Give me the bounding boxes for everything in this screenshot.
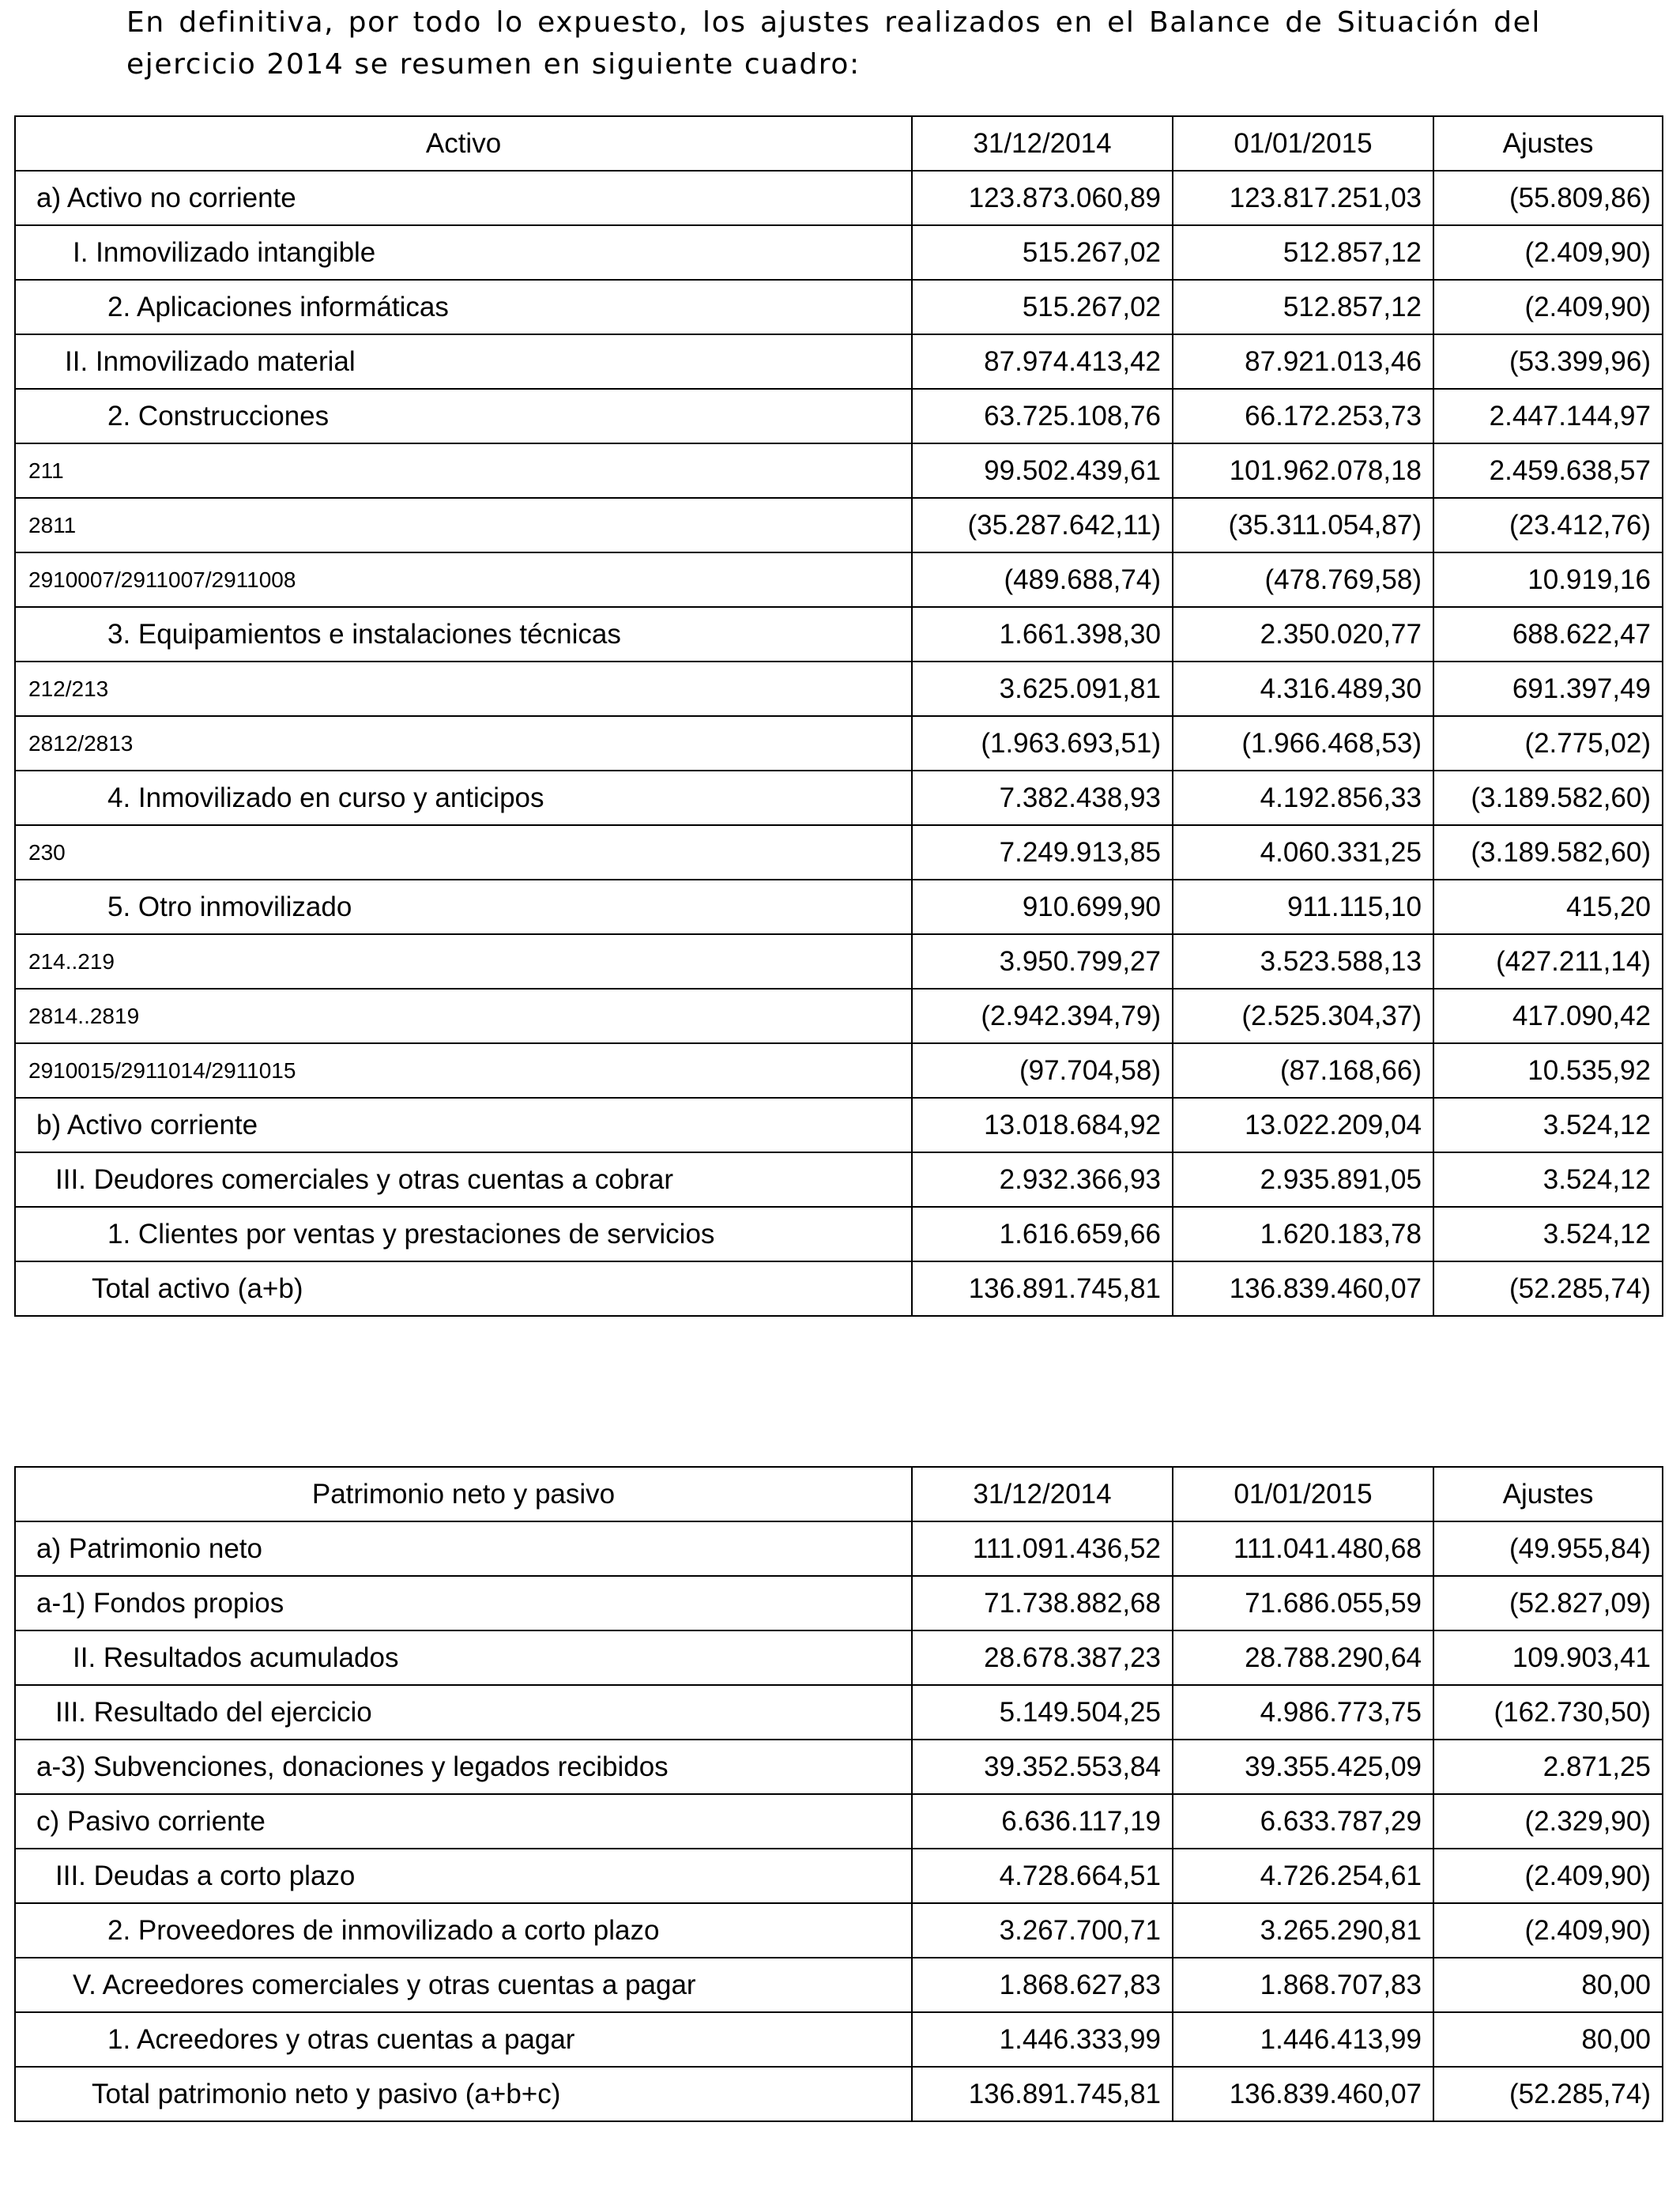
row-label: 2. Aplicaciones informáticas — [15, 280, 912, 334]
value-2014: (97.704,58) — [912, 1043, 1173, 1098]
table-row — [15, 1794, 1663, 1849]
value-ajuste: (162.730,50) — [1433, 1685, 1663, 1740]
table-row — [15, 607, 1663, 662]
table-row — [15, 1043, 1663, 1098]
row-label: III. Deudores comerciales y otras cuentas a cobrar — [15, 1152, 912, 1207]
value-2015: 911.115,10 — [1173, 880, 1433, 934]
row-label: c) Pasivo corriente — [15, 1794, 912, 1849]
value-2015: 2.350.020,77 — [1173, 607, 1433, 662]
table-row — [15, 880, 1663, 934]
value-2015: 123.817.251,03 — [1173, 171, 1433, 225]
table-row — [15, 1261, 1663, 1316]
table-row — [15, 443, 1663, 498]
value-2014: 13.018.684,92 — [912, 1098, 1173, 1152]
value-2015: 3.523.588,13 — [1173, 934, 1433, 989]
value-2014: 123.873.060,89 — [912, 171, 1173, 225]
row-label: 3. Equipamientos e instalaciones técnicas — [15, 607, 912, 662]
value-ajuste: 688.622,47 — [1433, 607, 1663, 662]
value-ajuste: (55.809,86) — [1433, 171, 1663, 225]
value-2015: 512.857,12 — [1173, 280, 1433, 334]
table-row — [15, 662, 1663, 716]
value-ajuste: (2.409,90) — [1433, 225, 1663, 280]
value-2014: 3.625.091,81 — [912, 662, 1173, 716]
table-row — [15, 825, 1663, 880]
table-row — [15, 1152, 1663, 1207]
value-ajuste: 2.447.144,97 — [1433, 389, 1663, 443]
value-2014: 87.974.413,42 — [912, 334, 1173, 389]
table-row — [15, 552, 1663, 607]
value-2014: 7.382.438,93 — [912, 771, 1173, 825]
header-ajustes: Ajustes — [1433, 116, 1663, 171]
activo-header-row — [15, 116, 1663, 171]
value-2014: 39.352.553,84 — [912, 1740, 1173, 1794]
value-2015: (1.966.468,53) — [1173, 716, 1433, 771]
value-2014: 3.267.700,71 — [912, 1903, 1173, 1958]
value-ajuste: (3.189.582,60) — [1433, 771, 1663, 825]
value-2015: 4.726.254,61 — [1173, 1849, 1433, 1903]
row-label: III. Deudas a corto plazo — [15, 1849, 912, 1903]
value-2014: 63.725.108,76 — [912, 389, 1173, 443]
value-2014: 1.868.627,83 — [912, 1958, 1173, 2012]
value-2014: 515.267,02 — [912, 225, 1173, 280]
table-row — [15, 2012, 1663, 2067]
value-ajuste: 10.535,92 — [1433, 1043, 1663, 1098]
row-label: 2812/2813 — [15, 716, 912, 771]
table-row — [15, 1630, 1663, 1685]
row-label: 1. Acreedores y otras cuentas a pagar — [15, 2012, 912, 2067]
value-2015: (35.311.054,87) — [1173, 498, 1433, 552]
row-label: 2910007/2911007/2911008 — [15, 552, 912, 607]
row-label: Total activo (a+b) — [15, 1261, 912, 1316]
value-2015: 2.935.891,05 — [1173, 1152, 1433, 1207]
row-label: a-1) Fondos propios — [15, 1576, 912, 1630]
row-label: 2814..2819 — [15, 989, 912, 1043]
value-2015: 512.857,12 — [1173, 225, 1433, 280]
row-label: 214..219 — [15, 934, 912, 989]
row-label: 4. Inmovilizado en curso y anticipos — [15, 771, 912, 825]
value-2014: 6.636.117,19 — [912, 1794, 1173, 1849]
table-row — [15, 934, 1663, 989]
value-2014: 136.891.745,81 — [912, 1261, 1173, 1316]
value-2015: 111.041.480,68 — [1173, 1521, 1433, 1576]
row-label: 2910015/2911014/2911015 — [15, 1043, 912, 1098]
header-patrimonio: Patrimonio neto y pasivo — [15, 1467, 912, 1521]
value-2014: 1.446.333,99 — [912, 2012, 1173, 2067]
pasivo-table — [14, 1466, 1663, 2122]
value-2015: 3.265.290,81 — [1173, 1903, 1433, 1958]
value-2014: 2.932.366,93 — [912, 1152, 1173, 1207]
value-2015: 1.446.413,99 — [1173, 2012, 1433, 2067]
table-row — [15, 1903, 1663, 1958]
activo-table-body — [15, 171, 1663, 1316]
value-2014: 7.249.913,85 — [912, 825, 1173, 880]
value-2015: 101.962.078,18 — [1173, 443, 1433, 498]
value-ajuste: (3.189.582,60) — [1433, 825, 1663, 880]
table-row — [15, 771, 1663, 825]
table-row — [15, 1958, 1663, 2012]
value-2015: 4.060.331,25 — [1173, 825, 1433, 880]
table-row — [15, 334, 1663, 389]
value-ajuste: (52.285,74) — [1433, 1261, 1663, 1316]
value-2015: 71.686.055,59 — [1173, 1576, 1433, 1630]
row-label: a) Activo no corriente — [15, 171, 912, 225]
row-label: 2. Proveedores de inmovilizado a corto plazo — [15, 1903, 912, 1958]
value-2015: 136.839.460,07 — [1173, 2067, 1433, 2121]
header-date-2014: 31/12/2014 — [912, 1467, 1173, 1521]
row-label: a-3) Subvenciones, donaciones y legados recibidos — [15, 1740, 912, 1794]
header-date-2015: 01/01/2015 — [1173, 116, 1433, 171]
value-ajuste: (53.399,96) — [1433, 334, 1663, 389]
value-2014: 515.267,02 — [912, 280, 1173, 334]
value-2015: 28.788.290,64 — [1173, 1630, 1433, 1685]
table-row — [15, 2067, 1663, 2121]
value-2014: 71.738.882,68 — [912, 1576, 1173, 1630]
row-label: 2811 — [15, 498, 912, 552]
table-row — [15, 498, 1663, 552]
table-row — [15, 1098, 1663, 1152]
row-label: 212/213 — [15, 662, 912, 716]
value-ajuste: (49.955,84) — [1433, 1521, 1663, 1576]
value-2014: (489.688,74) — [912, 552, 1173, 607]
table-row — [15, 280, 1663, 334]
value-2015: 39.355.425,09 — [1173, 1740, 1433, 1794]
value-ajuste: 2.459.638,57 — [1433, 443, 1663, 498]
activo-table — [14, 115, 1663, 1317]
value-2014: 5.149.504,25 — [912, 1685, 1173, 1740]
value-2015: 66.172.253,73 — [1173, 389, 1433, 443]
value-2014: 1.661.398,30 — [912, 607, 1173, 662]
value-2015: 4.192.856,33 — [1173, 771, 1433, 825]
value-2015: (87.168,66) — [1173, 1043, 1433, 1098]
value-ajuste: (2.409,90) — [1433, 1849, 1663, 1903]
value-2014: 910.699,90 — [912, 880, 1173, 934]
header-date-2014: 31/12/2014 — [912, 116, 1173, 171]
value-ajuste: 80,00 — [1433, 1958, 1663, 2012]
value-ajuste: 3.524,12 — [1433, 1098, 1663, 1152]
value-2014: 4.728.664,51 — [912, 1849, 1173, 1903]
table-row — [15, 1521, 1663, 1576]
value-2015: 136.839.460,07 — [1173, 1261, 1433, 1316]
value-ajuste: 417.090,42 — [1433, 989, 1663, 1043]
value-2015: 87.921.013,46 — [1173, 334, 1433, 389]
table-row — [15, 1740, 1663, 1794]
value-ajuste: 2.871,25 — [1433, 1740, 1663, 1794]
table-row — [15, 389, 1663, 443]
value-2015: (2.525.304,37) — [1173, 989, 1433, 1043]
value-ajuste: 3.524,12 — [1433, 1152, 1663, 1207]
row-label: 5. Otro inmovilizado — [15, 880, 912, 934]
value-2015: 6.633.787,29 — [1173, 1794, 1433, 1849]
header-ajustes: Ajustes — [1433, 1467, 1663, 1521]
value-2014: 99.502.439,61 — [912, 443, 1173, 498]
table-row — [15, 989, 1663, 1043]
row-label: 2. Construcciones — [15, 389, 912, 443]
row-label: III. Resultado del ejercicio — [15, 1685, 912, 1740]
table-row — [15, 1207, 1663, 1261]
pasivo-table-body — [15, 1521, 1663, 2121]
value-2014: (1.963.693,51) — [912, 716, 1173, 771]
value-ajuste: (427.211,14) — [1433, 934, 1663, 989]
table-row — [15, 1576, 1663, 1630]
value-2014: 111.091.436,52 — [912, 1521, 1173, 1576]
value-2015: (478.769,58) — [1173, 552, 1433, 607]
pasivo-header-row — [15, 1467, 1663, 1521]
table-row — [15, 1685, 1663, 1740]
intro-paragraph: En definitiva, por todo lo expuesto, los ajustes realizados en el Balance de Situación del ejercicio 2014 se resumen en siguiente cuadro: — [126, 6, 1541, 81]
header-date-2015: 01/01/2015 — [1173, 1467, 1433, 1521]
value-ajuste: (52.827,09) — [1433, 1576, 1663, 1630]
row-label: 211 — [15, 443, 912, 498]
value-ajuste: (2.409,90) — [1433, 1903, 1663, 1958]
header-activo: Activo — [15, 116, 912, 171]
row-label: 1. Clientes por ventas y prestaciones de servicios — [15, 1207, 912, 1261]
value-2014: 28.678.387,23 — [912, 1630, 1173, 1685]
row-label: a) Patrimonio neto — [15, 1521, 912, 1576]
value-2015: 4.986.773,75 — [1173, 1685, 1433, 1740]
row-label: II. Inmovilizado material — [15, 334, 912, 389]
value-ajuste: 80,00 — [1433, 2012, 1663, 2067]
value-2014: 1.616.659,66 — [912, 1207, 1173, 1261]
row-label: 230 — [15, 825, 912, 880]
value-ajuste: (2.775,02) — [1433, 716, 1663, 771]
value-ajuste: 415,20 — [1433, 880, 1663, 934]
value-ajuste: (52.285,74) — [1433, 2067, 1663, 2121]
value-ajuste: 691.397,49 — [1433, 662, 1663, 716]
value-2014: (2.942.394,79) — [912, 989, 1173, 1043]
value-ajuste: (2.329,90) — [1433, 1794, 1663, 1849]
value-ajuste: (23.412,76) — [1433, 498, 1663, 552]
table-row — [15, 1849, 1663, 1903]
value-2014: 136.891.745,81 — [912, 2067, 1173, 2121]
value-ajuste: 109.903,41 — [1433, 1630, 1663, 1685]
value-ajuste: (2.409,90) — [1433, 280, 1663, 334]
value-2014: (35.287.642,11) — [912, 498, 1173, 552]
value-ajuste: 3.524,12 — [1433, 1207, 1663, 1261]
value-2014: 3.950.799,27 — [912, 934, 1173, 989]
row-label: I. Inmovilizado intangible — [15, 225, 912, 280]
value-2015: 13.022.209,04 — [1173, 1098, 1433, 1152]
row-label: b) Activo corriente — [15, 1098, 912, 1152]
value-2015: 1.868.707,83 — [1173, 1958, 1433, 2012]
value-2015: 1.620.183,78 — [1173, 1207, 1433, 1261]
table-row — [15, 225, 1663, 280]
row-label: Total patrimonio neto y pasivo (a+b+c) — [15, 2067, 912, 2121]
row-label: II. Resultados acumulados — [15, 1630, 912, 1685]
table-row — [15, 171, 1663, 225]
row-label: V. Acreedores comerciales y otras cuentas a pagar — [15, 1958, 912, 2012]
value-2015: 4.316.489,30 — [1173, 662, 1433, 716]
table-row — [15, 716, 1663, 771]
value-ajuste: 10.919,16 — [1433, 552, 1663, 607]
